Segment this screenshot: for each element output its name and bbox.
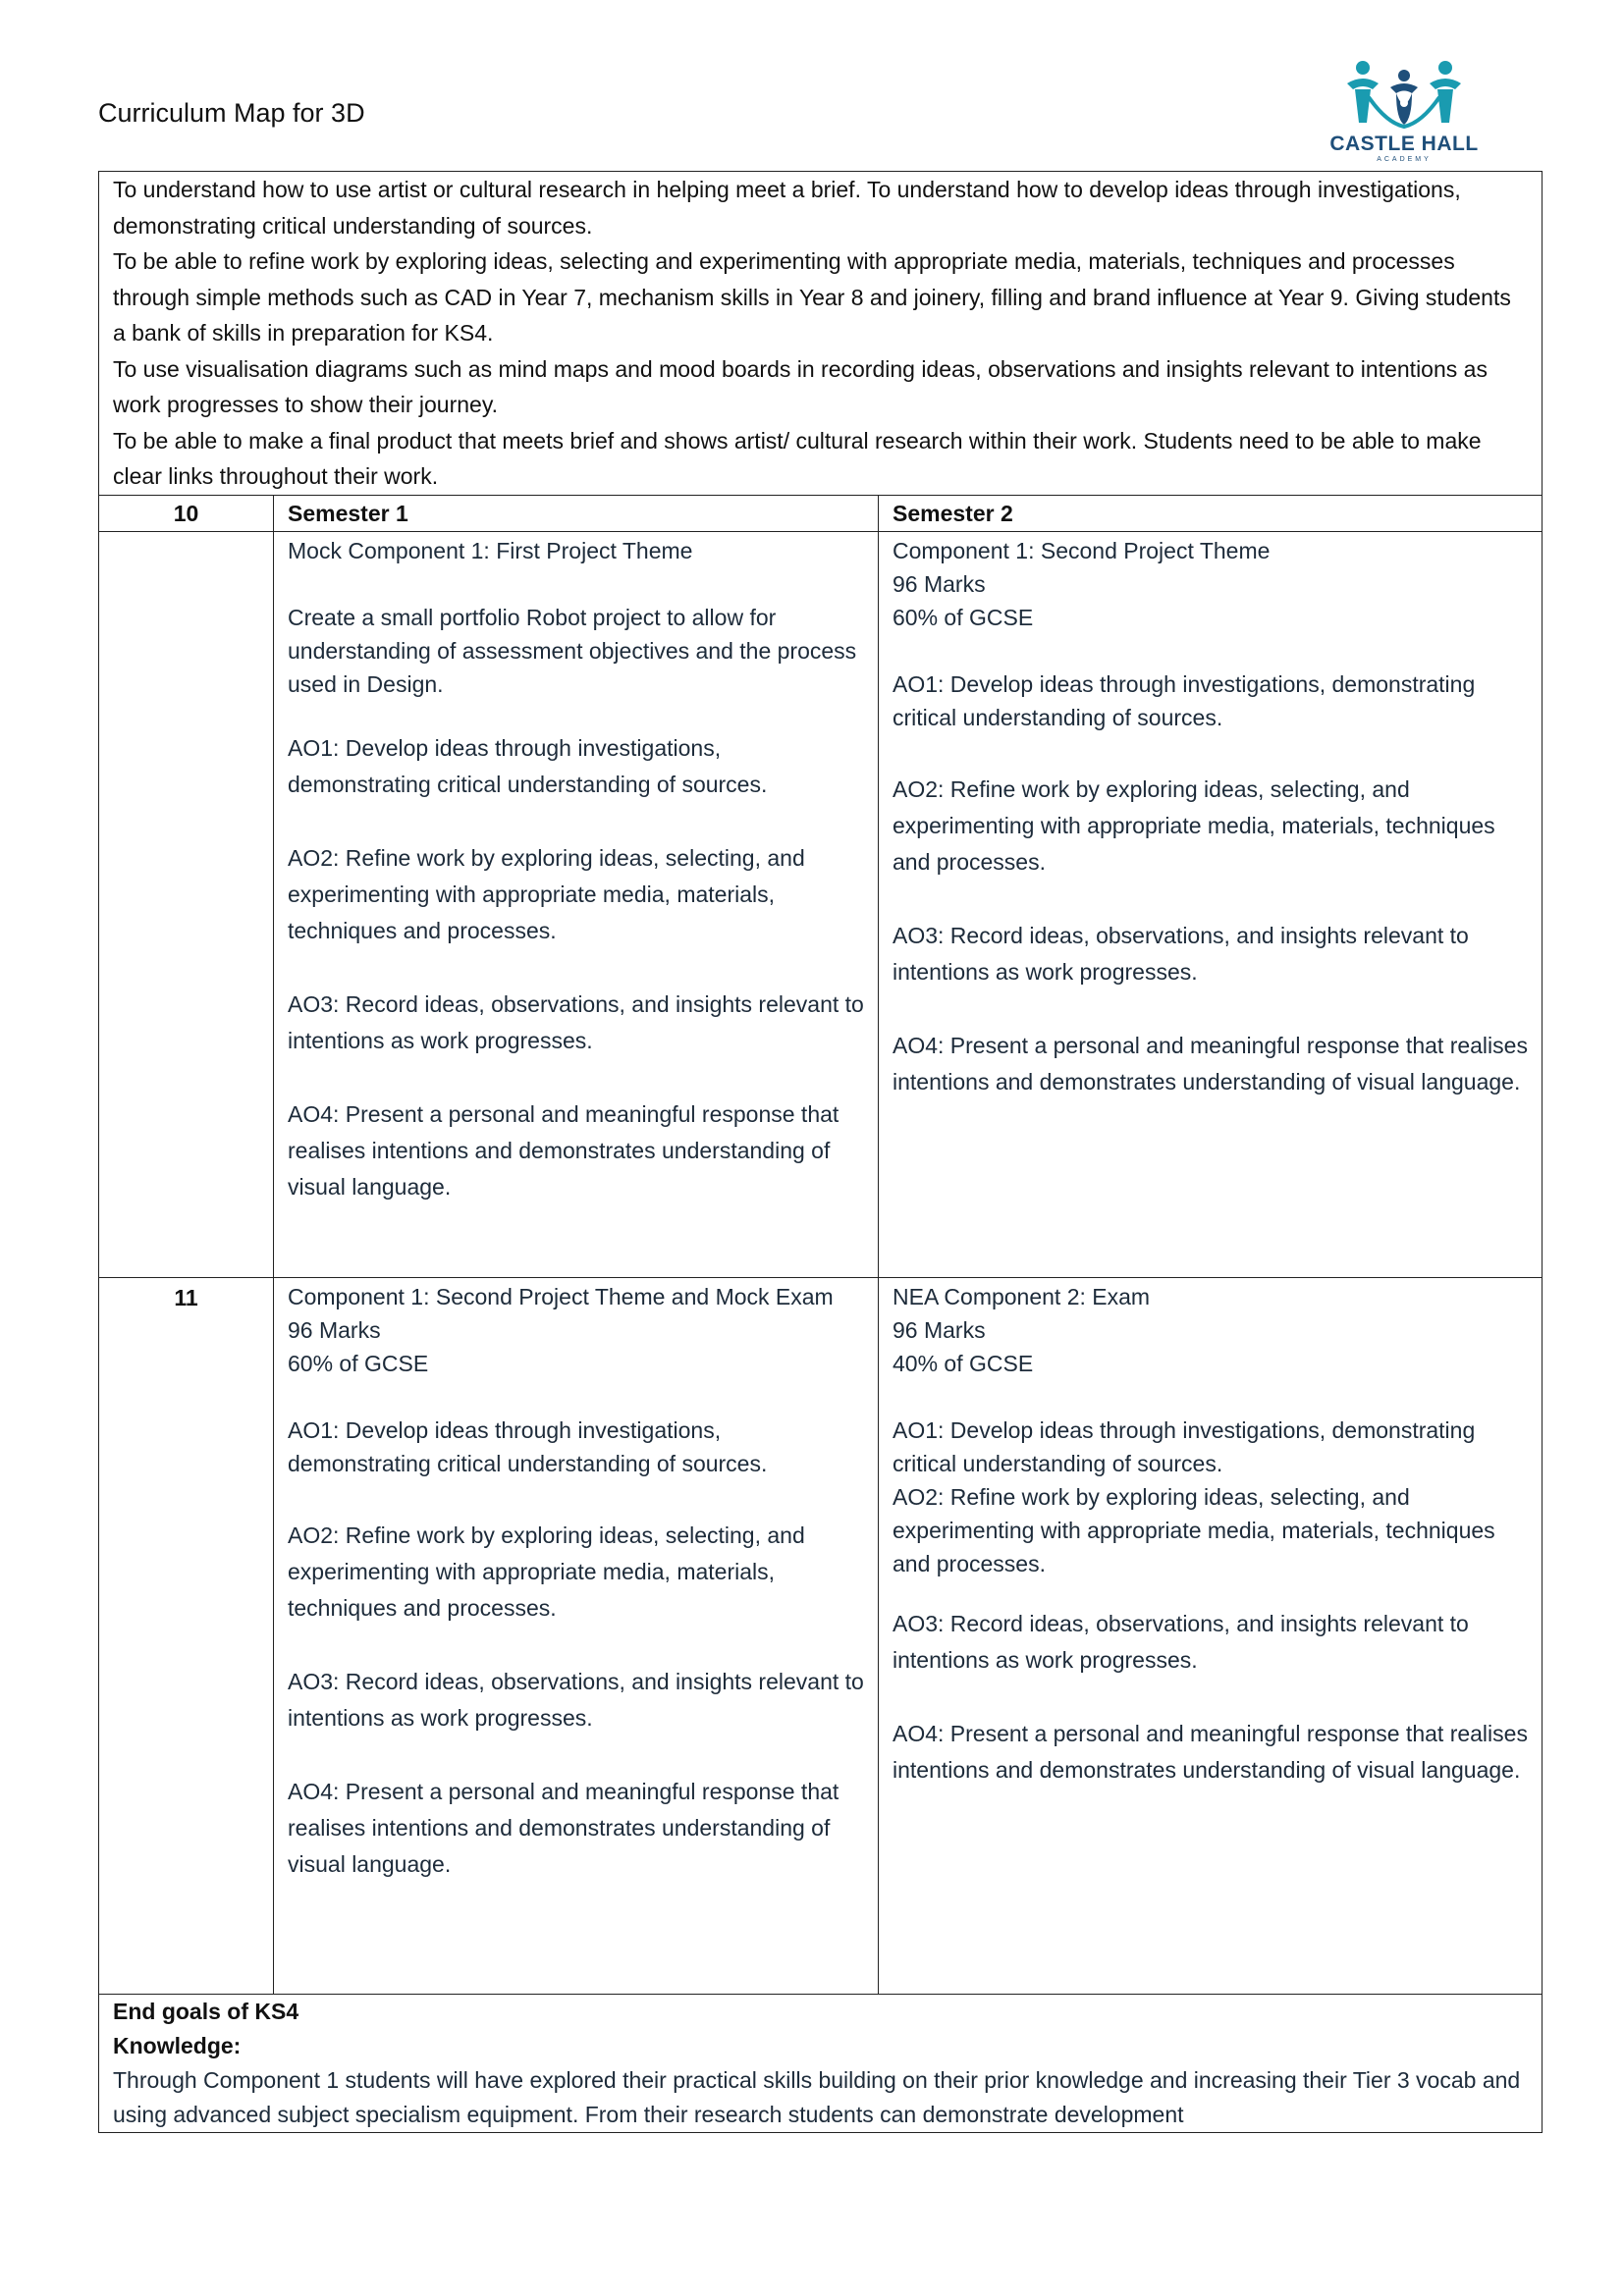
curriculum-table: [98, 171, 1543, 2133]
intro-paragraph: To be able to make a final product that meets brief and shows artist/ cultural research within their work. Students need to be able to make clear links throughout their work.: [113, 427, 1482, 489]
intro-cell: [99, 172, 1543, 496]
marks-text: 96 Marks: [893, 571, 986, 597]
weight-text: 60% of GCSE: [893, 605, 1034, 630]
component-title: NEA Component 2: Exam: [893, 1284, 1151, 1309]
ao3-text: AO3: Record ideas, observations, and insights relevant to intentions as work progresses.: [288, 1669, 864, 1731]
ao1-text: AO1: Develop ideas through investigations, demonstrating critical understanding of sources.: [893, 1417, 1476, 1476]
school-logo: [1326, 54, 1483, 167]
ao3-text: AO3: Record ideas, observations, and insights relevant to intentions as work progresses.: [288, 991, 864, 1053]
intro-row: [99, 172, 1543, 496]
ao2-text: AO2: Refine work by exploring ideas, selecting, and experimenting with appropriate media, materials, techniques and processes.: [288, 1522, 805, 1621]
weight-text: 40% of GCSE: [893, 1351, 1034, 1376]
end-goals-heading: End goals of KS4: [113, 1999, 299, 2024]
ao4-text: AO4: Present a personal and meaningful response that realises intentions and demonstrates understanding of visual language.: [288, 1779, 839, 1877]
page-title: Curriculum Map for 3D: [98, 98, 365, 128]
ao1-text: AO1: Develop ideas through investigations, demonstrating critical understanding of sources.: [288, 735, 768, 797]
project-description: Create a small portfolio Robot project to allow for understanding of assessment objectives and the process used in Design.: [288, 605, 857, 697]
logo-subtext: ACADEMY: [1377, 156, 1432, 163]
marks-text: 96 Marks: [288, 1317, 381, 1343]
year10-semester2-cell: [879, 532, 1543, 1278]
component-title: Component 1: Second Project Theme and Mock Exam: [288, 1284, 834, 1309]
year11-semester2-cell: [879, 1278, 1543, 1995]
weight-text: 60% of GCSE: [288, 1351, 429, 1376]
component-title: Component 1: Second Project Theme: [893, 538, 1271, 563]
ao2-text: AO2: Refine work by exploring ideas, selecting, and experimenting with appropriate media, materials, techniques and processes.: [288, 845, 805, 943]
castle-hall-logo-icon: [1326, 54, 1483, 133]
component-title: Mock Component 1: First Project Theme: [288, 538, 693, 563]
ao1-text: AO1: Develop ideas through investigations, demonstrating critical understanding of sources.: [893, 671, 1476, 730]
intro-paragraph: To understand how to use artist or cultural research in helping meet a brief. To understand how to develop ideas through investigations, demonstrating critical understanding of sources.: [113, 177, 1461, 239]
ao4-text: AO4: Present a personal and meaningful response that realises intentions and demonstrates understanding of visual language.: [893, 1033, 1528, 1095]
intro-paragraph: To use visualisation diagrams such as mind maps and mood boards in recording ideas, observations and insights relevant to intentions as work progresses to show their journey.: [113, 355, 1488, 417]
knowledge-heading: Knowledge:: [113, 2033, 242, 2058]
marks-text: 96 Marks: [893, 1317, 986, 1343]
year11-semester1-cell: [274, 1278, 879, 1995]
year10-semester1-cell: [274, 532, 879, 1278]
logo-text: CASTLE HALL: [1329, 133, 1479, 155]
year-label: 11: [99, 1278, 274, 1995]
semester2-header: Semester 2: [879, 495, 1543, 532]
year10-spacer-cell: [99, 532, 274, 1278]
end-goals-text: Through Component 1 students will have explored their practical skills building on their prior knowledge and increasing their Tier 3 vocab and using advanced subject specialism equipment. From their research students can demonstrate development: [113, 2067, 1521, 2127]
end-goals-cell: [99, 1995, 1543, 2133]
ao3-text: AO3: Record ideas, observations, and insights relevant to intentions as work progresses.: [893, 1611, 1469, 1673]
ao2-text: AO2: Refine work by exploring ideas, selecting, and experimenting with appropriate media, materials, techniques and processes.: [893, 1484, 1495, 1576]
ao4-text: AO4: Present a personal and meaningful response that realises intentions and demonstrates understanding of visual language.: [893, 1721, 1528, 1783]
ao2-text: AO2: Refine work by exploring ideas, selecting, and experimenting with appropriate media, materials, techniques and processes.: [893, 776, 1495, 875]
year-label: 10: [99, 495, 274, 532]
intro-paragraph: To be able to refine work by exploring ideas, selecting and experimenting with appropriate media, materials, techniques and processes through simple methods such as CAD in Year 7, mechanism skills in Year 8 and joinery, filling and brand influence at Year 9. Giving students a bank of skills in preparation for KS4.: [113, 248, 1511, 346]
ao4-text: AO4: Present a personal and meaningful response that realises intentions and demonstrates understanding of visual language.: [288, 1101, 839, 1200]
semester1-header: Semester 1: [274, 495, 879, 532]
end-goals-row: [99, 1995, 1543, 2133]
year11-row: [99, 1278, 1543, 1995]
year10-header-row: [99, 495, 1543, 532]
ao1-text: AO1: Develop ideas through investigations, demonstrating critical understanding of sources.: [288, 1417, 768, 1476]
ao3-text: AO3: Record ideas, observations, and insights relevant to intentions as work progresses.: [893, 923, 1469, 985]
year10-content-row: [99, 532, 1543, 1278]
